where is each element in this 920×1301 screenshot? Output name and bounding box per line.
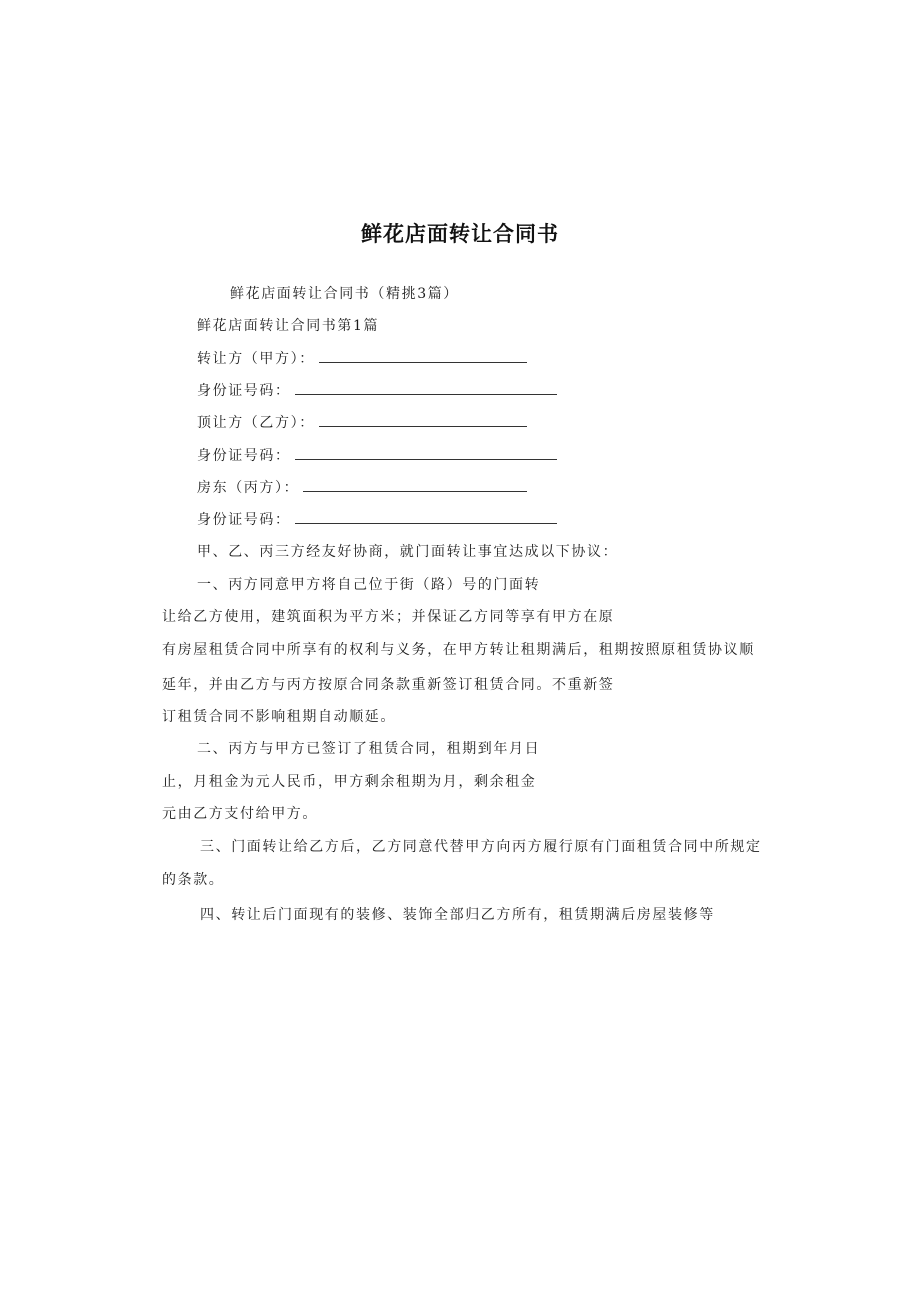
body-line: 延年，并由乙方与丙方按原合同条款重新签订租赁合同。不重新签 bbox=[162, 677, 615, 693]
field-transferor bbox=[197, 350, 527, 368]
body-line: 让给乙方使用，建筑面积为平方米；并保证乙方同等享有甲方在原 bbox=[162, 609, 615, 625]
section-heading: 鲜花店面转让合同书第1篇 bbox=[197, 318, 380, 334]
field-label: 身份证号码： bbox=[197, 512, 291, 528]
fill-in-blank[interactable] bbox=[303, 479, 527, 492]
document-subtitle: 鲜花店面转让合同书（精挑3篇） bbox=[230, 286, 459, 302]
body-line: 甲、乙、丙三方经友好协商，就门面转让事宜达成以下协议： bbox=[197, 544, 619, 560]
body-line: 二、丙方与甲方已签订了租赁合同，租期到年月日 bbox=[197, 741, 541, 757]
body-line: 四、转让后门面现有的装修、装饰全部归乙方所有，租赁期满后房屋装修等 bbox=[200, 907, 715, 923]
fill-in-blank[interactable] bbox=[319, 414, 527, 427]
body-line: 有房屋租赁合同中所享有的权利与义务，在甲方转让租期满后，租期按照原租赁协议顺 bbox=[162, 642, 755, 658]
field-transferee bbox=[197, 414, 527, 432]
fill-in-blank[interactable] bbox=[295, 511, 557, 524]
document-title: 鲜花店面转让合同书 bbox=[361, 222, 559, 246]
body-line: 止，月租金为元人民币，甲方剩余租期为月，剩余租金 bbox=[162, 774, 537, 790]
field-landlord bbox=[197, 479, 527, 497]
body-line: 元由乙方支付给甲方。 bbox=[162, 806, 318, 822]
body-line: 一、丙方同意甲方将自己位于街（路）号的门面转 bbox=[197, 577, 541, 593]
field-label: 身份证号码： bbox=[197, 383, 291, 399]
body-line: 的条款。 bbox=[162, 872, 225, 888]
fill-in-blank[interactable] bbox=[295, 447, 557, 460]
field-label: 房东（丙方）： bbox=[197, 480, 300, 496]
fill-in-blank[interactable] bbox=[295, 382, 557, 395]
field-transferor-id bbox=[197, 382, 557, 400]
body-line: 订租赁合同不影响租期自动顺延。 bbox=[162, 709, 396, 725]
body-line: 三、门面转让给乙方后，乙方同意代替甲方向丙方履行原有门面租赁合同中所规定 bbox=[200, 839, 762, 855]
field-label: 顶让方（乙方）： bbox=[197, 415, 315, 431]
field-landlord-id bbox=[197, 511, 557, 529]
fill-in-blank[interactable] bbox=[319, 350, 527, 363]
field-transferee-id bbox=[197, 447, 557, 465]
field-label: 身份证号码： bbox=[197, 448, 291, 464]
field-label: 转让方（甲方）： bbox=[197, 351, 315, 367]
